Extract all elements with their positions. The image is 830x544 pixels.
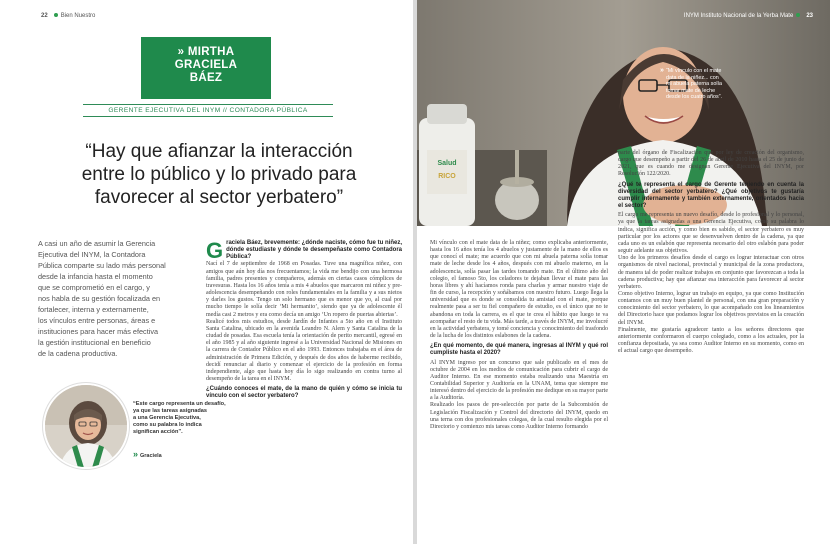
caption-line: mi abuela paterna solía <box>666 81 723 88</box>
portrait-illustration <box>45 385 129 469</box>
body-paragraph: parte del órgano de Fiscalización que por ley de creación del organismo, cargo que desempeño a partir del 26 de abril de 2010 hasta el 25 de junio de 2021, que es cuando me designan Gerente Ejecutiva del INYM, por Resolución 122/2020. <box>618 150 804 178</box>
lead-line: que se comprometió en el cargo, y <box>38 283 150 292</box>
headline-line: “Hay que afianzar la interacción <box>85 141 353 162</box>
drop-cap: G <box>206 238 224 263</box>
opening-question: raciela Báez, brevemente: ¿dónde naciste, cómo fue tu niñez, dónde estudiaste y dónde te desempeñaste como Contadora Pública? <box>226 240 402 261</box>
pull-quote-signature <box>133 449 162 459</box>
svg-text:RICO: RICO <box>438 173 456 180</box>
article-headline <box>34 140 404 209</box>
pull-quote-line: ya que las tareas asignadas <box>133 408 208 414</box>
left-folio <box>38 13 95 19</box>
portrait-photo <box>43 383 129 469</box>
lead-line: los vínculos entre personas, áreas e <box>38 316 156 325</box>
lead-line: nos habla de su gestión focalizada en <box>38 294 161 303</box>
headline-line: favorecer al sector yerbatero” <box>94 187 344 208</box>
interview-question: ¿Cuándo conoces el mate, de la mano de quién y cómo se inicia tu vínculo con el sector yerbatero? <box>206 386 402 400</box>
left-page-number: 22 <box>41 13 48 19</box>
pull-quote-line: “Este cargo representa un desafío, <box>133 401 226 407</box>
folio-dot-icon <box>54 13 58 17</box>
body-paragraph: Realicé todos mis estudios, desde Jardín de Infantes a 5to año en el Instituto Santa Catalina, ubicado en la avenida Leandro N. Alem y Santa Catalina de la ciudad de posadas. Esa escuela tenía la orientación de perito mercantil, egresé en el año 1985 y al año siguiente ingresé a la Universidad Nacional de Misiones en la carrera de Contador Público en el año 1993. Entonces trabajaba en el área de administración de Primera Edición, y después de dos años de haberme recibido, decidí renunciar al diario y comenzar el ejercicio de la profesión en forma independiente, algo que hasta hoy día lo sigo realizando en contra turno al desempeño de la tarea en el INYM. <box>206 318 402 382</box>
lead-line: la gestión institucional en beneficio <box>38 338 151 347</box>
interview-question: ¿En qué momento, de qué manera, ingresas al INYM y qué rol cumpliste hasta el 2020? <box>430 343 608 357</box>
interviewee-role: GERENTE EJECUTIVA DEL INYM // CONTADORA PÚBLICA <box>83 104 333 117</box>
name-line: BÁEZ <box>189 72 223 84</box>
pull-quote-line: a una Gerencia Ejecutiva, <box>133 415 201 421</box>
name-line: » MIRTHA <box>177 46 235 58</box>
body-paragraph: Realizado los pasos de pre-selección por parte de la Subcomisión de Legislación Fiscalización y Control del directorio del INYM, quedo en una terna con dos profesionales colegas, de la cual resulto elegida por el Directorio y comienzo mis tareas como Auditor Interno formando <box>430 402 608 430</box>
signature-name: Graciela <box>140 453 162 459</box>
article-lead <box>38 238 188 359</box>
article-column-3 <box>618 150 804 355</box>
lead-line: instituciones para hacer más efectiva <box>38 327 159 336</box>
interview-question: ¿Qué te representa el cargo de Gerente teniendo en cuenta la diversidad del sector yerbatero? ¿Qué objetivos te gustaría cumplir internamente y también externamente, orientados hacia el sector? <box>618 181 804 210</box>
lead-line: A casi un año de asumir la Gerencia <box>38 239 156 248</box>
name-line: GRACIELA <box>174 59 238 71</box>
caption-line: desde los cuatro años”. <box>666 94 723 101</box>
body-paragraph: Como objetivo Interno, lograr un trabajo en equipo, ya que como Institución contamos con un muy buen plantel de personal, con una gran preparación y conocimiento del sector yerbatero, lo que acompañado con los lineamientos del Directorio hace que podamos lograr los objetivos previstos en la creación del INYM. <box>618 290 804 326</box>
caption-line: “Mi vínculo con el mate <box>666 68 722 74</box>
body-paragraph: Uno de los primeros desafíos desde el cargo es lograr interactuar con otros organismos de nivel nacional, provincial y municipal de la zona productora, de manera tal de poder realizar trabajos en conjunto que favorezcan a toda la cadena productiva; hay que afianzar esa interacción para favorecer al sector yerbatero. <box>618 255 804 290</box>
pull-quote-line: significan acción”. <box>133 429 183 435</box>
right-folio-section: INYM Instituto Nacional de la Yerba Mate <box>683 13 794 19</box>
pull-quote <box>133 401 226 436</box>
left-page <box>0 0 413 544</box>
caption-line: data de la niñez... con <box>666 74 719 81</box>
caption-line: tomar mate de leche <box>666 87 716 94</box>
folio-dot-icon <box>796 13 800 17</box>
chevron-right-icon: » <box>660 67 664 74</box>
lead-line: Ejecutiva del INYM, la Contadora <box>38 250 146 259</box>
svg-text:Salud: Salud <box>437 160 457 167</box>
article-column-2 <box>430 240 608 431</box>
body-paragraph: Nací el 7 de septiembre de 1968 en Posadas. Tuve una magnífica niñez, con amigos que aún hoy día nos frecuentamos; la vida me bendijo con una hermosa familia, padres presentes y compañeros, además en ciertas casos cómplices de travesuras. Hasta los 16 años tenía a mis 4 abuelos que marcaron mi niñez y pre-adolescencia desempeñando con roles fundamentales en la familia y a sus nietos y darles los gustos. Tengo un solo hermano que es menor que yo, al cual por mucho tiempo le solía decir ‘Mi hermanito’, siendo que ya de adolescente él medía casi 2 metros y era como decía un amigo ‘Un ropero de puertas abiertas’. <box>206 261 402 318</box>
lead-line: Pública comparte su lado más personal <box>38 261 166 270</box>
lead-line: fortalecer, interna y externamente, <box>38 305 149 314</box>
lead-line: desde la infancia hasta el momento <box>38 272 153 281</box>
photo-caption <box>660 68 728 101</box>
body-paragraph: Al INYM ingreso por un concurso que sale publicado en el mes de octubre de 2004 en los medios de comunicación para cubrir el cargo de Auditor Interno. En ese momento estaba realizando una Maestría en Contabilidad Superior y Auditoría en la UNAM, tema que siempre me interesó dentro del ejercicio de la profesión me dedique en su mayor parte a la Auditoría. <box>430 359 608 402</box>
interviewee-name-box <box>141 37 271 99</box>
body-paragraph: El cargo me representa un nuevo desafío, desde lo profesional y lo personal, ya que la tareas asignadas a una Gerencia Ejecutiva, como su palabra lo indica, significa acción, y como bien es sabido, el sector yerbatero es muy particular por los actores que se desenvuelven dentro de la cadena, ya que cada uno es un eslabón que representa necesario del otro eslabón para poder seguir adelante sus objetivos. <box>618 212 804 255</box>
opening-paragraph <box>206 240 402 261</box>
left-folio-section: Bien Nuestro <box>60 13 96 19</box>
article-column-1 <box>206 240 402 402</box>
body-paragraph: Mi vínculo con el mate data de la niñez; como explicaba anteriormente, hasta los 16 años tenía los 4 abuelos y justamente de la mano de ellos es que conocí el mate; me acuerdo que con mi abuela paterna solía tomar mate de leche desde los 4 años, después con mi abuelo materno, en la adolescencia, solía pasar las tardes tomando mate. En el último año del colegio, el famoso 5to, los celadores te dejaban llevar el mate para las horas libres y ahí hacíamos ronda para charlas y armar nuestro viaje de fin de curso, la recepción y soñábamos con nuestro futuro. Luego llega la universidad que es donde se consolida tu amistad con el mate, porque realmente pasa a ser tu fiel compañero de estudio, es el único que no te abandona en toda la carrera, es el que te crea el hábito que luego te va acompañar el resto de tu vida. Más tarde, a través de INYM, me involucré en la actividad yerbatera, y tomé conciencia y conocimiento del trasfondo de la lucha de los distintos eslabones de la cadena. <box>430 240 608 340</box>
body-paragraph: Finalmente, me gustaría agradecer tanto a los señores directores que anteriormente conformaron el cuerpo colegiado, como a los actuales, por la confianza depositada, ya sea como Auditor Interno en su momento, como en el actual cargo que desempeño. <box>618 326 804 355</box>
pull-quote-line: como su palabra lo indica <box>133 422 202 428</box>
right-folio <box>684 13 816 19</box>
lead-line: de la cadena productiva. <box>38 349 118 358</box>
right-page-number: 23 <box>806 13 813 19</box>
chevron-right-icon: » <box>133 449 139 459</box>
headline-line: entre lo público y lo privado para <box>81 164 357 185</box>
